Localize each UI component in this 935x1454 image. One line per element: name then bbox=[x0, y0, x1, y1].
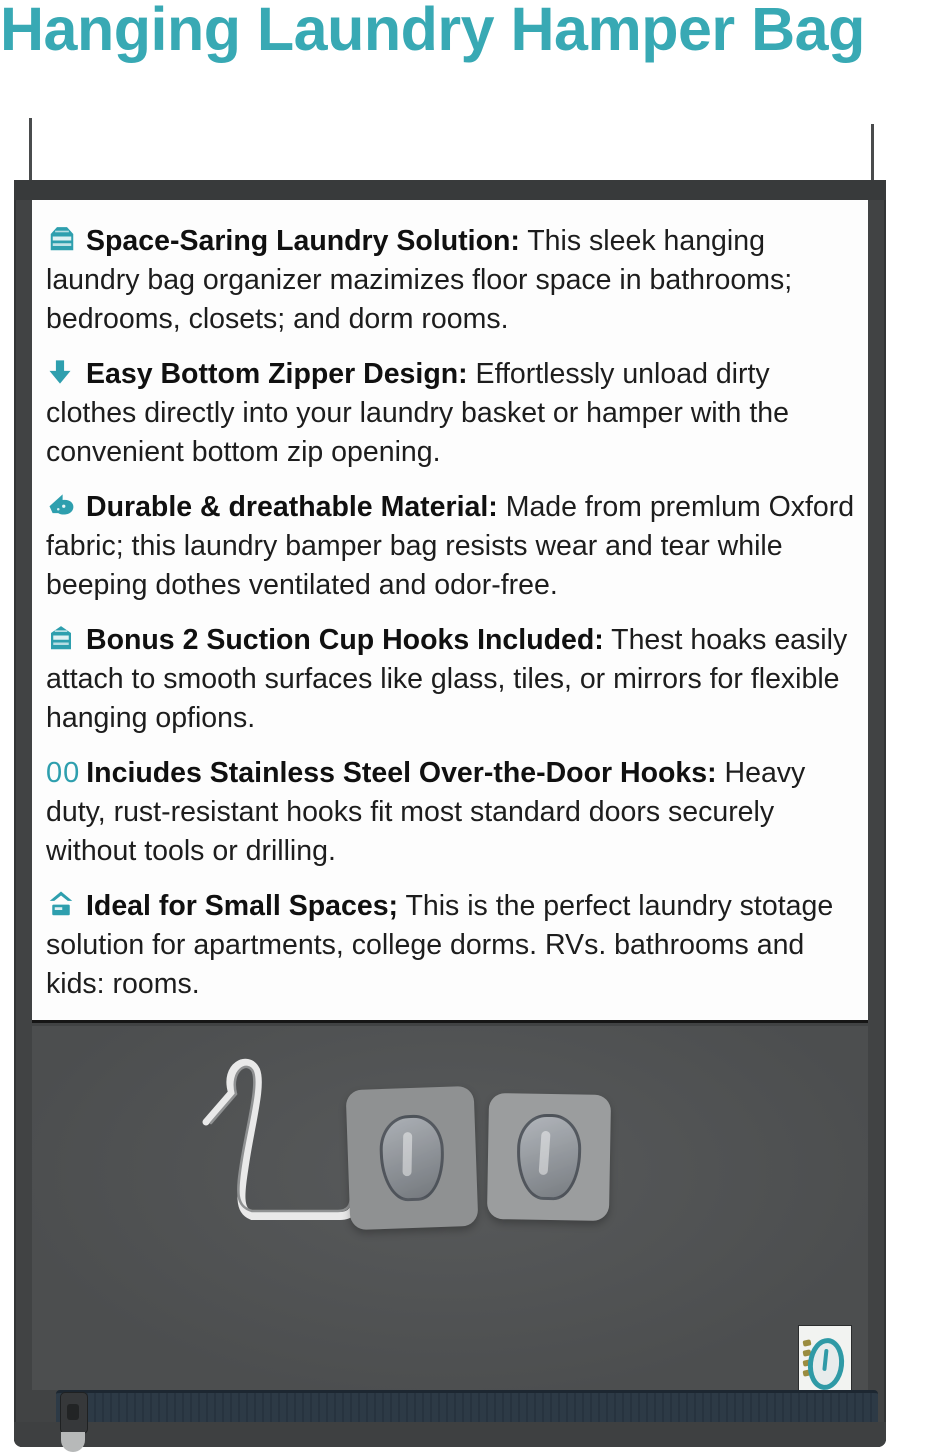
bag-bottom-edge bbox=[14, 1422, 886, 1447]
feature-body: Made from premlum Oxford fabric; this laundry bamper bag resists wear and tear while beeping dothes ventilated and odor-free. bbox=[46, 491, 855, 601]
fabric-swatch-icon bbox=[46, 490, 78, 520]
feature-panel bbox=[32, 200, 868, 1023]
feature-heading: Space-Saring Laundry Solution: bbox=[86, 225, 520, 257]
hanging-wire-right bbox=[871, 124, 874, 182]
zipper-pull bbox=[58, 1392, 90, 1454]
feature-heading: Bonus 2 Suction Cup Hooks Included: bbox=[86, 624, 604, 656]
hamper-bag bbox=[14, 180, 886, 1447]
feature-item bbox=[46, 355, 856, 472]
feature-body: Effortlessly unload dirty clothes directly into your laundry basket or hamper with the convenient bottom zip opening. bbox=[46, 358, 789, 468]
feature-list bbox=[46, 222, 856, 1004]
over-door-hook-image bbox=[190, 1040, 370, 1245]
suction-hamper-icon bbox=[46, 623, 78, 653]
feature-item bbox=[46, 887, 856, 1004]
feature-body: This sleek hanging laundry bag organizer mazimizes floor space in bathrooms; bedrooms, closets; and dorm rooms. bbox=[46, 225, 793, 335]
page-title: Hanging Laundry Hamper Bag bbox=[0, 0, 865, 63]
feature-item bbox=[46, 754, 856, 871]
dome-highlight bbox=[539, 1131, 551, 1176]
brand-label bbox=[798, 1325, 852, 1399]
feature-item bbox=[46, 621, 856, 738]
feature-body: Thest hoaks easily attach to smooth surfaces like glass, tiles, or mirrors for flexible hanging opfions. bbox=[46, 624, 848, 734]
feature-heading: Ideal for Small Spaces; bbox=[86, 890, 399, 922]
small-spaces-house-icon bbox=[46, 889, 78, 919]
feature-body: Heavy duty, rust-resistant hooks fit most standard doors securely without tools or drilling. bbox=[46, 757, 806, 867]
zipper-pull-slot bbox=[67, 1404, 79, 1420]
feature-heading: Easy Bottom Zipper Design: bbox=[86, 358, 468, 390]
photo-area bbox=[32, 1026, 868, 1390]
feature-heading: Durable & dreathable Material: bbox=[86, 491, 498, 523]
feature-item bbox=[46, 222, 856, 339]
feature-item bbox=[46, 488, 856, 605]
laundry-hamper-icon bbox=[46, 224, 78, 254]
adhesive-suction-pad-2 bbox=[487, 1093, 611, 1221]
dome-highlight bbox=[402, 1132, 412, 1176]
bag-top-bar bbox=[14, 180, 886, 200]
suction-cup-dome bbox=[379, 1114, 446, 1202]
suction-cup-dome bbox=[516, 1113, 581, 1200]
hanging-wire-left bbox=[29, 118, 32, 182]
down-arrow-icon bbox=[46, 357, 78, 387]
feature-prefix-00: 00 bbox=[46, 757, 81, 789]
adhesive-suction-pad-1 bbox=[346, 1086, 479, 1230]
feature-body: This is the perfect laundry stotage solution for apartments, college dorms. RVs. bathrooms and kids: rooms. bbox=[46, 890, 834, 1000]
feature-heading: Inciudes Stainless Steel Over-the-Door Hooks: bbox=[86, 757, 717, 789]
zipper-pull-tip bbox=[61, 1432, 85, 1452]
